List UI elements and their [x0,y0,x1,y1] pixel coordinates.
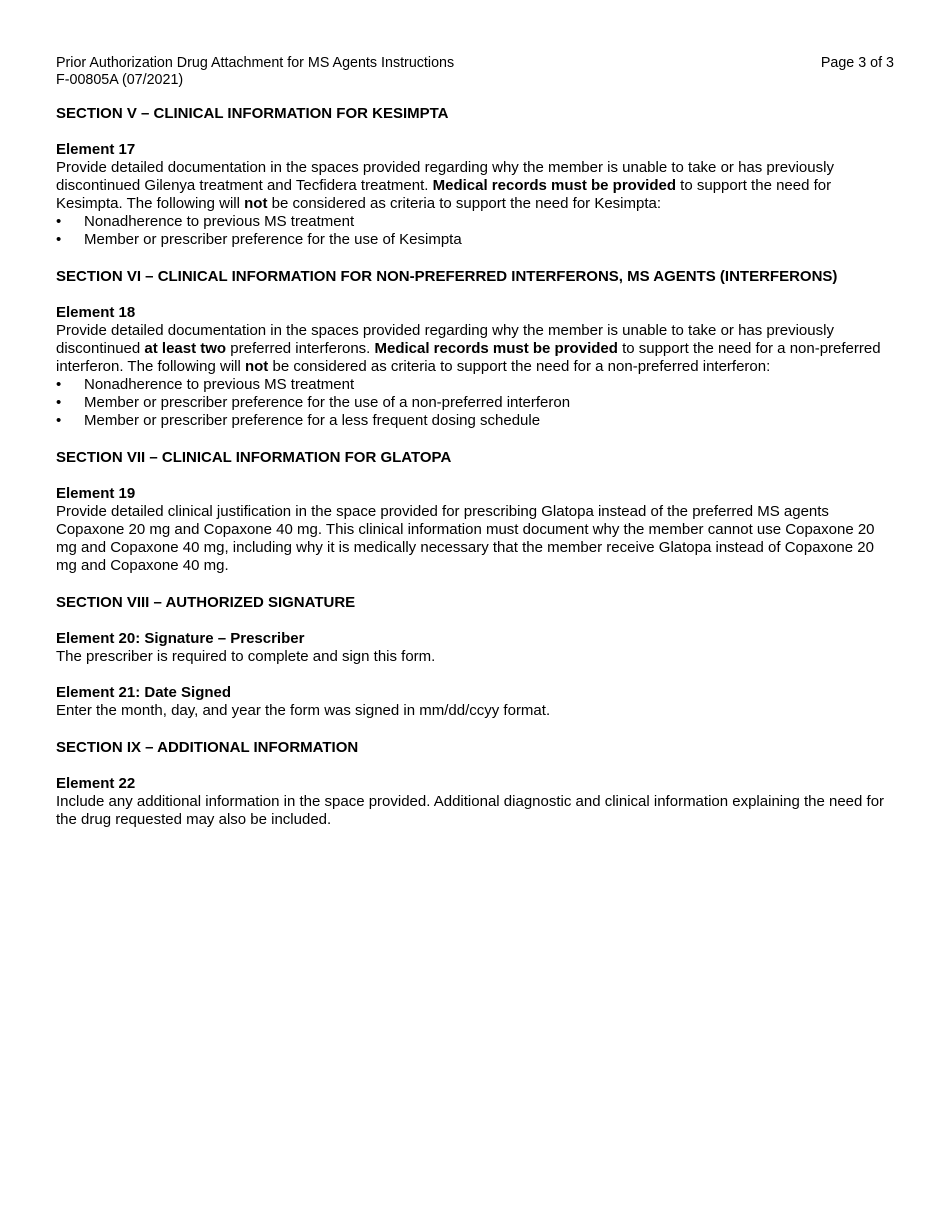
element-17-criteria-list [56,213,894,249]
element-20-text: The prescriber is required to complete and sign this form. [56,648,436,665]
list-item [56,412,894,430]
page-number: Page 3 of 3 [820,55,894,71]
bullet-icon: • [56,376,62,393]
section-vii-title: SECTION VII – CLINICAL INFORMATION FOR GLATOPA [56,449,452,466]
section-v-title: SECTION V – CLINICAL INFORMATION FOR KESIMPTA [56,105,449,122]
list-item-text: Member or prescriber preference for the use of a non-preferred interferon [84,394,571,411]
element-17-text-part3: be considered as criteria to support the need for Kesimpta: [267,195,662,212]
element-17-text-part2: to support the need for Kesimpta. The following will [56,177,832,212]
bullet-icon: • [56,213,62,230]
element-17-bold-not: not [244,195,268,212]
bullet-icon: • [56,394,62,411]
element-19-title: Element 19 [56,485,136,502]
page-header [56,55,894,89]
bullet-icon: • [56,231,62,248]
list-item-text: Nonadherence to previous MS treatment [84,213,355,230]
element-17-bold-medical-records: Medical records must be provided [432,177,677,194]
element-18-title: Element 18 [56,304,136,321]
element-18-text-part2: preferred interferons. [226,340,375,357]
list-item [56,213,894,231]
element-18-text-part3: to support the need for a non-preferred interferon. The following will [56,340,881,375]
element-18-bold-not: not [244,358,269,375]
list-item [56,231,894,249]
section-ix-title: SECTION IX – ADDITIONAL INFORMATION [56,739,359,756]
list-item-text: Member or prescriber preference for the use of Kesimpta [84,231,462,248]
form-identification [56,55,454,89]
form-number: F-00805A (07/2021) [56,72,184,88]
element-18-text-part1: Provide detailed documentation in the spaces provided regarding why the member is unable to take or has previously discontinued [56,322,834,357]
element-17-text-part1: Provide detailed documentation in the spaces provided regarding why the member is unable to take or has previously discontinued Gilenya treatment and Tecfidera treatment. [56,159,834,194]
section-vi-title: SECTION VI – CLINICAL INFORMATION FOR NON-PREFERRED INTERFERONS, MS AGENTS (INTERFERONS) [56,268,838,285]
element-18-text [56,322,894,376]
element-17-text [56,159,894,213]
list-item [56,394,894,412]
element-18-text-part4: be considered as criteria to support the need for a non-preferred interferon: [268,358,771,375]
element-17-title: Element 17 [56,141,136,158]
element-21-title: Element 21: Date Signed [56,684,232,701]
element-18-bold-medical-records: Medical records must be provided [374,340,618,357]
section-viii-title: SECTION VIII – AUTHORIZED SIGNATURE [56,594,356,611]
element-21-text: Enter the month, day, and year the form was signed in mm/dd/ccyy format. [56,702,551,719]
element-18-criteria-list [56,376,894,430]
list-item [56,376,894,394]
element-22-text: Include any additional information in the space provided. Additional diagnostic and clinical information explaining the need for the drug requested may also be included. [56,793,885,828]
form-title: Prior Authorization Drug Attachment for MS Agents Instructions [56,55,455,71]
element-18-bold-at-least-two: at least two [144,340,227,357]
element-20-title: Element 20: Signature – Prescriber [56,630,305,647]
element-22-title: Element 22 [56,775,136,792]
element-19-text: Provide detailed clinical justification in the space provided for prescribing Glatopa instead of the preferred MS agents Copaxone 20 mg and Copaxone 40 mg. This clinical information must document why the member cannot use Copaxone 20 mg and Copaxone 40 mg, including why it is medically necessary that the member receive Glatopa instead of Copaxone 20 mg and Copaxone 40 mg. [56,503,875,574]
list-item-text: Member or prescriber preference for a less frequent dosing schedule [84,412,541,429]
bullet-icon: • [56,412,62,429]
list-item-text: Nonadherence to previous MS treatment [84,376,355,393]
